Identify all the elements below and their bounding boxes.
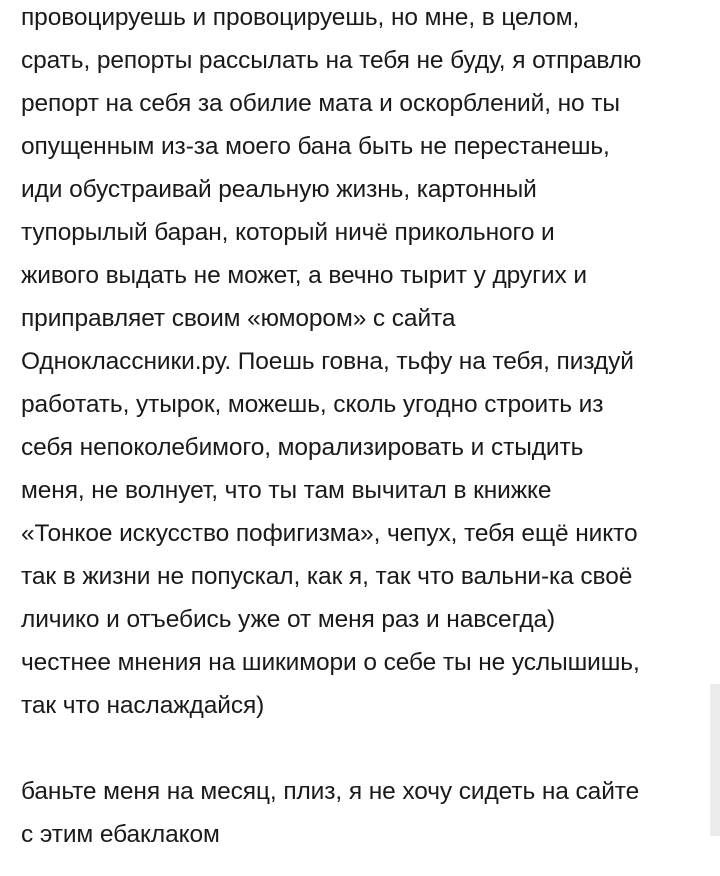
paragraph-spacer [21,727,711,770]
text-line: честнее мнения на шикимори о себе ты не услышишь, [21,649,640,676]
text-line: тупорылый баран, который ничё прикольного и [21,219,555,246]
text-line: провоцируешь и провоцируешь, но мне, в целом, [21,4,580,31]
comment-paragraph-2 [21,770,711,856]
text-line: баньте меня на месяц, плиз, я не хочу сидеть на сайте [21,778,640,805]
text-line: себя непоколебимого, морализировать и стыдить [21,434,584,461]
comment-paragraph-1 [21,0,711,727]
text-line: личико и отъебись уже от меня раз и навсегда) [21,606,556,633]
text-line: так что наслаждайся) [21,692,265,719]
text-line: «Тонкое искусство пофигизма», чепух, тебя ещё никто [21,520,638,547]
text-line: опущенным из-за моего бана быть не перестанешь, [21,133,610,160]
text-line: срать, репорты рассылать на тебя не буду, я отправлю [21,47,642,74]
text-line: живого выдать не может, а вечно тырит у других и [21,262,587,289]
comment-body [21,0,711,856]
text-line: с этим ебаклаком [21,821,220,848]
text-line: так в жизни не попускал, как я, так что вальни-ка своё [21,563,633,590]
text-line: Одноклассники.ру. Поешь говна, тьфу на тебя, пиздуй [21,348,634,375]
text-line: иди обустраивай реальную жизнь, картонный [21,176,537,203]
text-line: меня, не волнует, что ты там вычитал в книжке [21,477,552,504]
text-line: работать, утырок, можешь, сколь угодно строить из [21,391,604,418]
scrollbar[interactable] [710,684,720,836]
text-line: репорт на себя за обилие мата и оскорблений, но ты [21,90,620,117]
text-line: приправляет своим «юмором» с сайта [21,305,456,332]
